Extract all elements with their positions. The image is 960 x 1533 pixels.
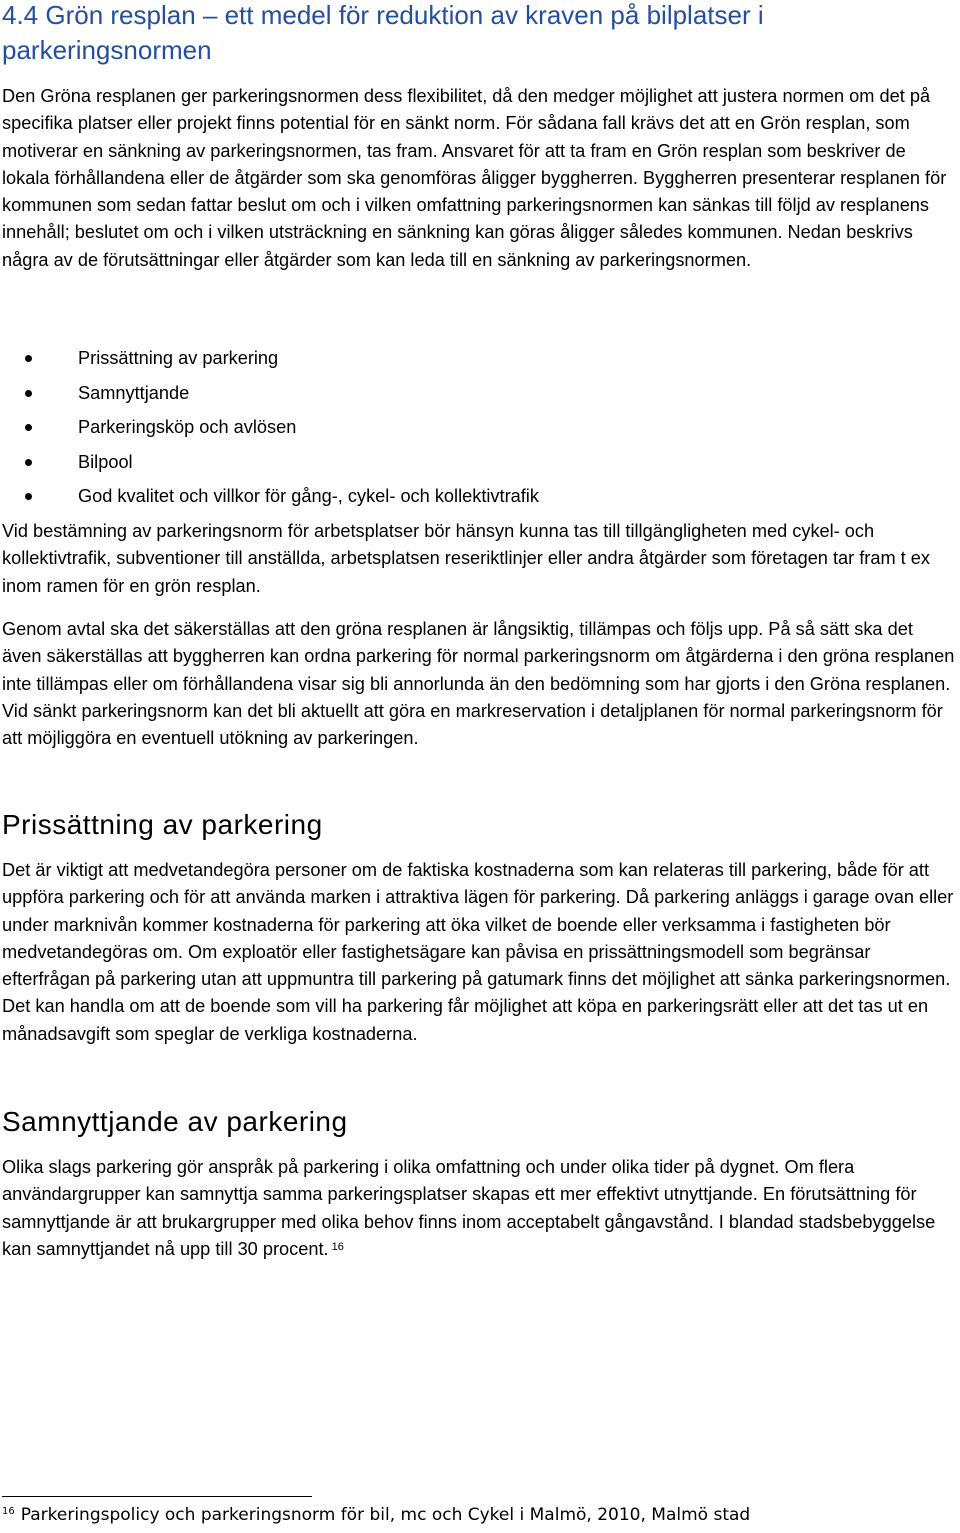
shared-use-text: Olika slags parkering gör anspråk på parkering i olika omfattning och under olika tider på dygnet. Om flera användargrupper kan samnyttja samma parkeringsplatser skapas ett mer effektivt utnyttjande. En förutsättning för samnyttjande är att brukargrupper med olika behov finns inom acceptabelt gångavstånd. I blandad stadsbebyggelse kan samnyttjandet nå upp till 30 procent.: [2, 1157, 936, 1259]
list-item-text: Prissättning av parkering: [78, 348, 279, 368]
bullet-icon: [25, 459, 32, 466]
list-item-text: Samnyttjande: [78, 382, 190, 403]
measures-list: [0, 345, 960, 518]
footnote-separator: [2, 1496, 312, 1497]
bullet-icon: [25, 424, 32, 431]
list-item: [0, 380, 960, 415]
list-item: [0, 414, 960, 449]
workplaces-paragraph: Vid bestämning av parkeringsnorm för arbetsplatser bör hänsyn kunna tas till tillgängligheten med cykel- och kollektivtrafik, subventioner till anställda, arbetsplatsen reseriktlinjer eller andra åtgärder som företagen tar fram t ex inom ramen för en grön resplan.: [2, 521, 930, 596]
section-heading: 4.4 Grön resplan – ett medel för reduktion av kraven på bilplatser i parkeringsnormen: [2, 0, 764, 65]
intro-paragraph: Den Gröna resplanen ger parkeringsnormen dess flexibilitet, då den medger möjlighet att justera normen om det på specifika platser eller projekt finns potential för en sänkt norm. För sådana fall krävs det att en Grön resplan, som motiverar en sänkning av parkeringsnormen, tas fram. Ansvaret för att ta fram en Grön resplan som beskriver de lokala förhållandena eller de åtgärder som ska genomföras åligger byggherren. Byggherren presenterar resplanen för kommunen som sedan fattar beslut om och i vilken omfattning parkeringsnormen kan sänkas till följd av resplanens innehåll; beslutet om och i vilken utsträckning en sänkning kan göras åligger således kommunen. Nedan beskrivs några av de förutsättningar eller åtgärder som kan leda till en sänkning av parkeringsnormen.: [2, 86, 947, 270]
footnote-number: 16: [2, 1506, 15, 1517]
list-item: [0, 345, 960, 380]
list-item-text: Bilpool: [78, 451, 133, 472]
bullet-icon: [25, 493, 32, 500]
agreement-paragraph: Genom avtal ska det säkerställas att den gröna resplanen är långsiktig, tillämpas och följs upp. På så sätt ska det även säkerställas att byggherren kan ordna parkering för normal parkeringsnorm om åtgärderna i den gröna resplanen inte tillämpas eller om förhållandena visar sig bli annorlunda än den bedömning som har gjorts i den Gröna resplanen. Vid sänkt parkeringsnorm kan det bli aktuellt att göra en markreservation i detaljplanen för normal parkeringsnorm för att möjliggöra en eventuell utökning av parkeringen.: [2, 619, 955, 749]
pricing-paragraph: Det är viktigt att medvetandegöra personer om de faktiska kostnaderna som kan relateras till parkering, både för att uppföra parkering och för att använda marken i attraktiva lägen för parkering. Då parkering anläggs i garage ovan eller under marknivån kommer kostnaderna för parkering att öka vilket de boende eller verksamma i fastigheten bör medvetandegöras om. Om exploatör eller fastighetsägare kan påvisa en prissättningsmodell som begränsar efterfrågan på parkering utan att uppmuntra till parkering på gatumark finns det möjlighet att sänka parkeringsnormen. Det kan handla om att de boende som vill ha parkering får möjlighet att köpa en parkeringsrätt eller att det tas ut en månadsavgift som speglar de verkliga kostnaderna.: [2, 860, 954, 1044]
list-item: [0, 449, 960, 484]
list-item-text: God kvalitet och villkor för gång-, cykel- och kollektivtrafik: [78, 486, 539, 506]
shared-use-paragraph: [2, 1154, 956, 1263]
list-item: [0, 483, 960, 518]
footnote-text: Parkeringspolicy och parkeringsnorm för bil, mc och Cykel i Malmö, 2010, Malmö stad: [20, 1505, 751, 1525]
pricing-heading: Prissättning av parkering: [2, 809, 323, 840]
list-item-text: Parkeringsköp och avlösen: [78, 417, 297, 437]
footnote: [2, 1503, 952, 1527]
footnote-reference[interactable]: 16: [331, 1240, 344, 1253]
bullet-icon: [25, 390, 32, 397]
shared-use-heading: Samnyttjande av parkering: [2, 1106, 348, 1137]
bullet-icon: [25, 355, 32, 362]
